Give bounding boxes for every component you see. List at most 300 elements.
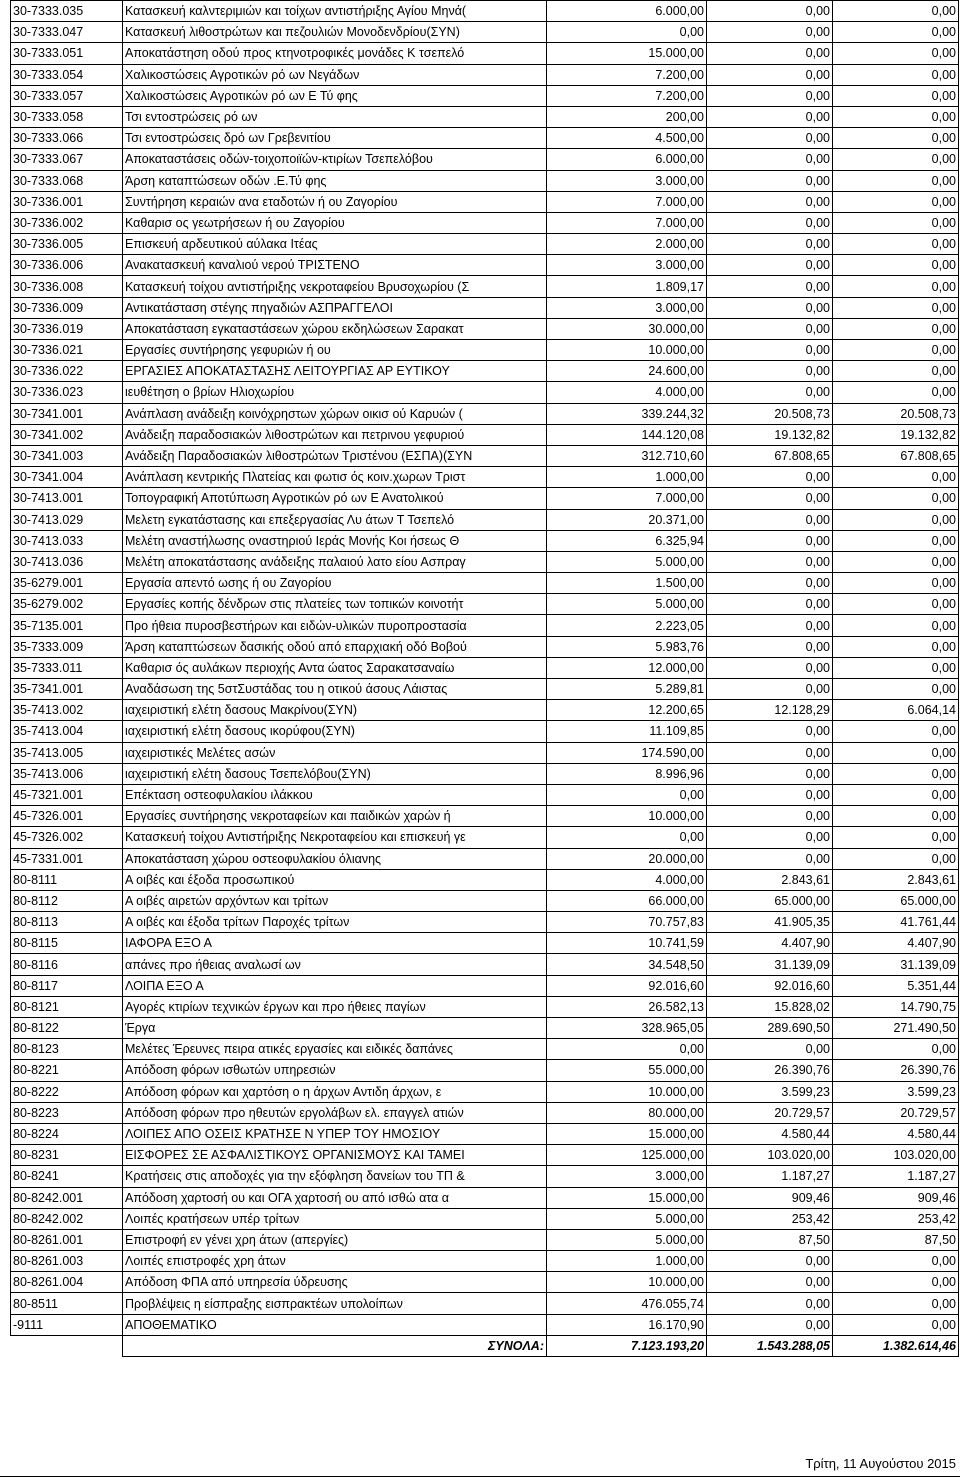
committed-amount-cell: 289.690,50 (707, 1018, 833, 1039)
account-code-cell: 80-8241 (11, 1166, 123, 1187)
description-cell: Λοιπές κρατήσεων υπέρ τρίτων (123, 1208, 547, 1229)
account-code-cell: 35-7341.001 (11, 679, 123, 700)
account-code-cell: 35-7413.005 (11, 742, 123, 763)
description-cell: Αποκαταστάσεις οδών-τοιχοποιϊών-κτιρίων Τσεπελόβου (123, 149, 547, 170)
description-cell: Χαλικοστώσεις Αγροτικών ρό ων Ε Τύ φης (123, 85, 547, 106)
budget-amount-cell: 92.016,60 (547, 975, 707, 996)
table-row (11, 170, 959, 191)
description-cell: ιαχειριστική ελέτη δασους Μακρίνου(ΣΥΝ) (123, 700, 547, 721)
account-code-cell: 45-7326.002 (11, 827, 123, 848)
paid-amount-cell: 909,46 (833, 1187, 959, 1208)
budget-amount-cell: 8.996,96 (547, 763, 707, 784)
description-cell: Αποκατάσταση εγκαταστάσεων χώρου εκδηλώσεων Σαρακατ (123, 318, 547, 339)
account-code-cell: 30-7413.001 (11, 488, 123, 509)
account-code-cell: 80-8221 (11, 1060, 123, 1081)
budget-amount-cell: 144.120,08 (547, 424, 707, 445)
budget-amount-cell: 10.000,00 (547, 1272, 707, 1293)
budget-amount-cell: 66.000,00 (547, 890, 707, 911)
description-cell: Απόδοση ΦΠΑ από υπηρεσία ύδρευσης (123, 1272, 547, 1293)
account-code-cell: 80-8511 (11, 1293, 123, 1314)
paid-amount-cell: 0,00 (833, 318, 959, 339)
account-code-cell: 30-7336.001 (11, 191, 123, 212)
budget-amount-cell: 12.000,00 (547, 657, 707, 678)
account-code-cell: 30-7341.003 (11, 445, 123, 466)
totals-paid: 1.382.614,46 (833, 1335, 959, 1356)
committed-amount-cell: 0,00 (707, 763, 833, 784)
table-row (11, 657, 959, 678)
table-row (11, 255, 959, 276)
committed-amount-cell: 0,00 (707, 573, 833, 594)
committed-amount-cell: 0,00 (707, 1251, 833, 1272)
paid-amount-cell: 0,00 (833, 594, 959, 615)
budget-amount-cell: 312.710,60 (547, 445, 707, 466)
account-code-cell: 30-7336.008 (11, 276, 123, 297)
budget-amount-cell: 15.000,00 (547, 1187, 707, 1208)
paid-amount-cell: 0,00 (833, 488, 959, 509)
table-row (11, 445, 959, 466)
committed-amount-cell: 65.000,00 (707, 890, 833, 911)
account-code-cell: 35-7413.002 (11, 700, 123, 721)
table-row (11, 297, 959, 318)
budget-amount-cell: 2.223,05 (547, 615, 707, 636)
description-cell: Απόδοση φόρων προ ηθευτών εργολάβων ελ. επαγγελ ατιών (123, 1102, 547, 1123)
committed-amount-cell: 0,00 (707, 1314, 833, 1335)
paid-amount-cell: 0,00 (833, 1, 959, 22)
description-cell: ΛΟΙΠΑ ΕΞΟ Α (123, 975, 547, 996)
paid-amount-cell: 0,00 (833, 530, 959, 551)
committed-amount-cell: 0,00 (707, 149, 833, 170)
table-row (11, 382, 959, 403)
description-cell: Αναδάσωση της 5στΣυστάδας του η οτικού άσους Λάιστας (123, 679, 547, 700)
table-row (11, 1018, 959, 1039)
table-row (11, 509, 959, 530)
account-code-cell: 80-8223 (11, 1102, 123, 1123)
budget-amount-cell: 0,00 (547, 22, 707, 43)
table-row (11, 954, 959, 975)
table-row (11, 1039, 959, 1060)
description-cell: ΕΙΣΦΟΡΕΣ ΣΕ ΑΣΦΑΛΙΣΤΙΚΟΥΣ ΟΡΓΑΝΙΣΜΟΥΣ ΚΑΙ ΤΑΜΕΙ (123, 1145, 547, 1166)
table-row (11, 128, 959, 149)
description-cell: Επισκευή αρδευτικού αύλακα Ιτέας (123, 234, 547, 255)
description-cell: Ανακατασκευή καναλιού νερού ΤΡΙΣΤΕΝΟ (123, 255, 547, 276)
table-row (11, 1, 959, 22)
committed-amount-cell: 0,00 (707, 530, 833, 551)
committed-amount-cell: 0,00 (707, 679, 833, 700)
budget-amount-cell: 12.200,65 (547, 700, 707, 721)
description-cell: Έργα (123, 1018, 547, 1039)
committed-amount-cell: 0,00 (707, 64, 833, 85)
account-code-cell: 35-7333.011 (11, 657, 123, 678)
committed-amount-cell: 909,46 (707, 1187, 833, 1208)
budget-amount-cell: 55.000,00 (547, 1060, 707, 1081)
table-row (11, 1229, 959, 1250)
description-cell: Επέκταση οστεοφυλακίου ιλάκκου (123, 784, 547, 805)
account-code-cell: 45-7321.001 (11, 784, 123, 805)
budget-amount-cell: 5.000,00 (547, 1229, 707, 1250)
description-cell: Κατασκευή λιθοστρώτων και πεζουλιών Μονοδενδρίου(ΣΥΝ) (123, 22, 547, 43)
account-code-cell: 30-7336.002 (11, 212, 123, 233)
budget-amount-cell: 4.000,00 (547, 869, 707, 890)
budget-amount-cell: 34.548,50 (547, 954, 707, 975)
description-cell: Απόδοση χαρτοσή ου και ΟΓΑ χαρτοσή ου από ισθώ ατα α (123, 1187, 547, 1208)
committed-amount-cell: 0,00 (707, 594, 833, 615)
description-cell: Κατασκευή τοίχου αντιστήριξης νεκροταφείου Βρυσοχωρίου (Σ (123, 276, 547, 297)
account-code-cell: 30-7336.021 (11, 340, 123, 361)
table-row (11, 1123, 959, 1144)
budget-table (10, 0, 959, 1357)
budget-amount-cell: 5.000,00 (547, 594, 707, 615)
account-code-cell: 80-8242.001 (11, 1187, 123, 1208)
table-row (11, 700, 959, 721)
account-code-cell: 30-7341.004 (11, 467, 123, 488)
account-code-cell: 30-7336.019 (11, 318, 123, 339)
budget-amount-cell: 5.289,81 (547, 679, 707, 700)
description-cell: Προβλέψεις η είσπραξης εισπρακτέων υπολοίπων (123, 1293, 547, 1314)
table-row (11, 276, 959, 297)
description-cell: Χαλικοστώσεις Αγροτικών ρό ων Νεγάδων (123, 64, 547, 85)
description-cell: Άρση καταπτώσεων οδών .Ε.Τύ φης (123, 170, 547, 191)
table-row (11, 1145, 959, 1166)
account-code-cell: 30-7341.002 (11, 424, 123, 445)
budget-amount-cell: 4.000,00 (547, 382, 707, 403)
budget-amount-cell: 20.000,00 (547, 848, 707, 869)
description-cell: Τοπογραφική Αποτύπωση Αγροτικών ρό ων Ε Ανατολικού (123, 488, 547, 509)
paid-amount-cell: 0,00 (833, 573, 959, 594)
account-code-cell: 35-7135.001 (11, 615, 123, 636)
table-row (11, 679, 959, 700)
table-row (11, 488, 959, 509)
table-row (11, 1081, 959, 1102)
committed-amount-cell: 0,00 (707, 85, 833, 106)
account-code-cell: 30-7413.033 (11, 530, 123, 551)
account-code-cell: 30-7333.068 (11, 170, 123, 191)
account-code-cell: 80-8117 (11, 975, 123, 996)
account-code-cell: 30-7333.051 (11, 43, 123, 64)
paid-amount-cell: 26.390,76 (833, 1060, 959, 1081)
budget-amount-cell: 26.582,13 (547, 996, 707, 1017)
totals-committed: 1.543.288,05 (707, 1335, 833, 1356)
description-cell: Α οιβές αιρετών αρχόντων και τρίτων (123, 890, 547, 911)
paid-amount-cell: 0,00 (833, 827, 959, 848)
description-cell: Κατασκευή τοίχου Αντιστήριξης Νεκροταφείου και επισκευή γε (123, 827, 547, 848)
committed-amount-cell: 0,00 (707, 488, 833, 509)
paid-amount-cell: 0,00 (833, 297, 959, 318)
committed-amount-cell: 2.843,61 (707, 869, 833, 890)
paid-amount-cell: 0,00 (833, 234, 959, 255)
committed-amount-cell: 0,00 (707, 191, 833, 212)
table-row (11, 149, 959, 170)
budget-amount-cell: 16.170,90 (547, 1314, 707, 1335)
description-cell: Α οιβές και έξοδα προσωπικού (123, 869, 547, 890)
totals-blank (11, 1335, 123, 1356)
budget-amount-cell: 4.500,00 (547, 128, 707, 149)
table-row (11, 890, 959, 911)
account-code-cell: 80-8261.001 (11, 1229, 123, 1250)
table-row (11, 106, 959, 127)
paid-amount-cell: 271.490,50 (833, 1018, 959, 1039)
budget-amount-cell: 0,00 (547, 827, 707, 848)
paid-amount-cell: 31.139,09 (833, 954, 959, 975)
budget-amount-cell: 3.000,00 (547, 255, 707, 276)
table-row (11, 1314, 959, 1335)
description-cell: ΑΠΟΘΕΜΑΤΙΚΟ (123, 1314, 547, 1335)
paid-amount-cell: 0,00 (833, 763, 959, 784)
account-code-cell: 30-7336.022 (11, 361, 123, 382)
table-row (11, 22, 959, 43)
committed-amount-cell: 0,00 (707, 340, 833, 361)
table-row (11, 1208, 959, 1229)
committed-amount-cell: 31.139,09 (707, 954, 833, 975)
paid-amount-cell: 0,00 (833, 255, 959, 276)
footer-divider (0, 1476, 960, 1477)
paid-amount-cell: 0,00 (833, 1251, 959, 1272)
description-cell: ΙΑΦΟΡΑ ΕΞΟ Α (123, 933, 547, 954)
description-cell: Κρατήσεις στις αποδοχές για την εξόφληση δανείων του ΤΠ & (123, 1166, 547, 1187)
committed-amount-cell: 0,00 (707, 657, 833, 678)
table-row (11, 1251, 959, 1272)
account-code-cell: 80-8261.004 (11, 1272, 123, 1293)
budget-amount-cell: 15.000,00 (547, 1123, 707, 1144)
committed-amount-cell: 0,00 (707, 615, 833, 636)
account-code-cell: 30-7336.005 (11, 234, 123, 255)
budget-amount-cell: 2.000,00 (547, 234, 707, 255)
paid-amount-cell: 0,00 (833, 1039, 959, 1060)
paid-amount-cell: 0,00 (833, 85, 959, 106)
paid-amount-cell: 0,00 (833, 382, 959, 403)
account-code-cell: 30-7341.001 (11, 403, 123, 424)
description-cell: Καθαρισ ός αυλάκων περιοχής Αντα ώατος Σαρακατσαναίω (123, 657, 547, 678)
committed-amount-cell: 0,00 (707, 22, 833, 43)
table-row (11, 996, 959, 1017)
budget-amount-cell: 15.000,00 (547, 43, 707, 64)
description-cell: Τσι εντοστρώσεις ρό ων (123, 106, 547, 127)
description-cell: Μελετη εγκατάστασης και επεξεργασίας Λυ άτων Τ Τσεπελό (123, 509, 547, 530)
paid-amount-cell: 4.407,90 (833, 933, 959, 954)
table-row (11, 912, 959, 933)
committed-amount-cell: 0,00 (707, 297, 833, 318)
paid-amount-cell: 20.729,57 (833, 1102, 959, 1123)
budget-amount-cell: 5.000,00 (547, 1208, 707, 1229)
totals-budget: 7.123.193,20 (547, 1335, 707, 1356)
description-cell: ιαχειριστικές Μελέτες ασών (123, 742, 547, 763)
budget-amount-cell: 0,00 (547, 1039, 707, 1060)
paid-amount-cell: 0,00 (833, 340, 959, 361)
committed-amount-cell: 0,00 (707, 742, 833, 763)
budget-amount-cell: 7.000,00 (547, 212, 707, 233)
table-row (11, 1187, 959, 1208)
description-cell: Α οιβές και έξοδα τρίτων Παροχές τρίτων (123, 912, 547, 933)
budget-amount-cell: 6.325,94 (547, 530, 707, 551)
budget-amount-cell: 3.000,00 (547, 170, 707, 191)
committed-amount-cell: 41.905,35 (707, 912, 833, 933)
committed-amount-cell: 0,00 (707, 128, 833, 149)
description-cell: Μελέτες Έρευνες πειρα ατικές εργασίες και ειδικές δαπάνες (123, 1039, 547, 1060)
table-row (11, 1102, 959, 1123)
footer-date: Τρίτη, 11 Αυγούστου 2015 (805, 1456, 956, 1471)
committed-amount-cell: 4.580,44 (707, 1123, 833, 1144)
table-row (11, 827, 959, 848)
account-code-cell: 30-7336.009 (11, 297, 123, 318)
table-row (11, 784, 959, 805)
table-row (11, 85, 959, 106)
paid-amount-cell: 0,00 (833, 784, 959, 805)
committed-amount-cell: 0,00 (707, 509, 833, 530)
paid-amount-cell: 0,00 (833, 636, 959, 657)
paid-amount-cell: 20.508,73 (833, 403, 959, 424)
account-code-cell: 80-8224 (11, 1123, 123, 1144)
paid-amount-cell: 0,00 (833, 721, 959, 742)
table-row (11, 869, 959, 890)
budget-amount-cell: 174.590,00 (547, 742, 707, 763)
description-cell: Καθαρισ ος γεωτρήσεων ή ου Ζαγορίου (123, 212, 547, 233)
paid-amount-cell: 253,42 (833, 1208, 959, 1229)
account-code-cell: 30-7336.023 (11, 382, 123, 403)
description-cell: Αντικατάσταση στέγης πηγαδιών ΑΣΠΡΑΓΓΕΛΟΙ (123, 297, 547, 318)
budget-amount-cell: 125.000,00 (547, 1145, 707, 1166)
paid-amount-cell: 3.599,23 (833, 1081, 959, 1102)
paid-amount-cell: 0,00 (833, 742, 959, 763)
table-row (11, 594, 959, 615)
table-row (11, 530, 959, 551)
committed-amount-cell: 26.390,76 (707, 1060, 833, 1081)
budget-amount-cell: 328.965,05 (547, 1018, 707, 1039)
committed-amount-cell: 0,00 (707, 170, 833, 191)
budget-table-body (11, 1, 959, 1336)
table-row (11, 1293, 959, 1314)
committed-amount-cell: 0,00 (707, 1039, 833, 1060)
committed-amount-cell: 0,00 (707, 234, 833, 255)
account-code-cell: 80-8113 (11, 912, 123, 933)
paid-amount-cell: 0,00 (833, 128, 959, 149)
description-cell: Μελέτη αποκατάστασης ανάδειξης παλαιού λατο είου Ασπραγ (123, 551, 547, 572)
budget-amount-cell: 7.200,00 (547, 85, 707, 106)
paid-amount-cell: 0,00 (833, 679, 959, 700)
committed-amount-cell: 253,42 (707, 1208, 833, 1229)
account-code-cell: 30-7333.047 (11, 22, 123, 43)
budget-amount-cell: 30.000,00 (547, 318, 707, 339)
description-cell: Συντήρηση κεραιών ανα εταδοτών ή ου Ζαγορίου (123, 191, 547, 212)
account-code-cell: 30-7333.067 (11, 149, 123, 170)
account-code-cell: 30-7333.054 (11, 64, 123, 85)
committed-amount-cell: 0,00 (707, 848, 833, 869)
account-code-cell: 80-8261.003 (11, 1251, 123, 1272)
budget-amount-cell: 200,00 (547, 106, 707, 127)
paid-amount-cell: 0,00 (833, 509, 959, 530)
paid-amount-cell: 0,00 (833, 551, 959, 572)
table-row (11, 636, 959, 657)
account-code-cell: 30-7413.036 (11, 551, 123, 572)
budget-amount-cell: 0,00 (547, 784, 707, 805)
table-row (11, 361, 959, 382)
budget-amount-cell: 1.000,00 (547, 1251, 707, 1272)
account-code-cell: 80-8231 (11, 1145, 123, 1166)
account-code-cell: 35-7333.009 (11, 636, 123, 657)
committed-amount-cell: 0,00 (707, 806, 833, 827)
paid-amount-cell: 0,00 (833, 43, 959, 64)
account-code-cell: 30-7413.029 (11, 509, 123, 530)
budget-amount-cell: 1.809,17 (547, 276, 707, 297)
committed-amount-cell: 0,00 (707, 1, 833, 22)
paid-amount-cell: 67.808,65 (833, 445, 959, 466)
table-row (11, 1060, 959, 1081)
description-cell: Ανάδειξη παραδοσιακών λιθοστρώτων και πετρινου γεφυριού (123, 424, 547, 445)
description-cell: Λοιπές επιστροφές χρη άτων (123, 1251, 547, 1272)
paid-amount-cell: 0,00 (833, 1272, 959, 1293)
committed-amount-cell: 0,00 (707, 255, 833, 276)
committed-amount-cell: 19.132,82 (707, 424, 833, 445)
paid-amount-cell: 65.000,00 (833, 890, 959, 911)
paid-amount-cell: 6.064,14 (833, 700, 959, 721)
paid-amount-cell: 103.020,00 (833, 1145, 959, 1166)
table-row (11, 64, 959, 85)
paid-amount-cell: 0,00 (833, 1314, 959, 1335)
paid-amount-cell: 4.580,44 (833, 1123, 959, 1144)
budget-amount-cell: 3.000,00 (547, 297, 707, 318)
paid-amount-cell: 0,00 (833, 64, 959, 85)
totals-label: ΣΥΝΟΛΑ: (123, 1335, 547, 1356)
committed-amount-cell: 20.729,57 (707, 1102, 833, 1123)
description-cell: Προ ήθεια πυροσβεστήρων και ειδών-υλικών πυροπροστασία (123, 615, 547, 636)
description-cell: Μελέτη αναστήλωσης οναστηριού Ιεράς Μονής Κοι ήσεως Θ (123, 530, 547, 551)
description-cell: Ανάδειξη Παραδοσιακών λιθοστρώτων Τριστένου (ΕΣΠΑ)(ΣΥΝ (123, 445, 547, 466)
committed-amount-cell: 0,00 (707, 551, 833, 572)
committed-amount-cell: 103.020,00 (707, 1145, 833, 1166)
description-cell: Ανάπλαση κεντρικής Πλατείας και φωτισ ός κοιν.χωρων Τριστ (123, 467, 547, 488)
table-row (11, 806, 959, 827)
committed-amount-cell: 0,00 (707, 636, 833, 657)
budget-amount-cell: 80.000,00 (547, 1102, 707, 1123)
paid-amount-cell: 1.187,27 (833, 1166, 959, 1187)
description-cell: Απόδοση φόρων ισθωτών υπηρεσιών (123, 1060, 547, 1081)
paid-amount-cell: 0,00 (833, 657, 959, 678)
paid-amount-cell: 0,00 (833, 615, 959, 636)
table-row (11, 467, 959, 488)
budget-amount-cell: 10.000,00 (547, 340, 707, 361)
budget-amount-cell: 20.371,00 (547, 509, 707, 530)
committed-amount-cell: 0,00 (707, 467, 833, 488)
account-code-cell: 30-7336.006 (11, 255, 123, 276)
table-row (11, 212, 959, 233)
committed-amount-cell: 87,50 (707, 1229, 833, 1250)
account-code-cell: 45-7326.001 (11, 806, 123, 827)
description-cell: απάνες προ ήθειας αναλωσί ων (123, 954, 547, 975)
committed-amount-cell: 0,00 (707, 721, 833, 742)
committed-amount-cell: 0,00 (707, 382, 833, 403)
paid-amount-cell: 0,00 (833, 106, 959, 127)
table-row (11, 848, 959, 869)
description-cell: ΛΟΙΠΕΣ ΑΠΟ ΟΣΕΙΣ ΚΡΑΤΗΣΕ Ν ΥΠΕΡ ΤΟΥ ΗΜΟΣΙΟΥ (123, 1123, 547, 1144)
totals-row (11, 1335, 959, 1356)
paid-amount-cell: 0,00 (833, 22, 959, 43)
budget-amount-cell: 10.741,59 (547, 933, 707, 954)
budget-amount-cell: 7.200,00 (547, 64, 707, 85)
committed-amount-cell: 92.016,60 (707, 975, 833, 996)
description-cell: Απόδοση φόρων και χαρτόση ο η άρχων Αντιδη άρχων, ε (123, 1081, 547, 1102)
budget-amount-cell: 3.000,00 (547, 1166, 707, 1187)
paid-amount-cell: 19.132,82 (833, 424, 959, 445)
paid-amount-cell: 0,00 (833, 170, 959, 191)
description-cell: ιαχειριστική ελέτη δασους Τσεπελόβου(ΣΥΝ) (123, 763, 547, 784)
paid-amount-cell: 14.790,75 (833, 996, 959, 1017)
account-code-cell: 80-8122 (11, 1018, 123, 1039)
paid-amount-cell: 87,50 (833, 1229, 959, 1250)
account-code-cell: 30-7333.066 (11, 128, 123, 149)
account-code-cell: 80-8111 (11, 869, 123, 890)
description-cell: Εργασίες κοπής δένδρων στις πλατείες των τοπικών κοινοτήτ (123, 594, 547, 615)
committed-amount-cell: 4.407,90 (707, 933, 833, 954)
paid-amount-cell: 41.761,44 (833, 912, 959, 933)
paid-amount-cell: 0,00 (833, 1293, 959, 1314)
